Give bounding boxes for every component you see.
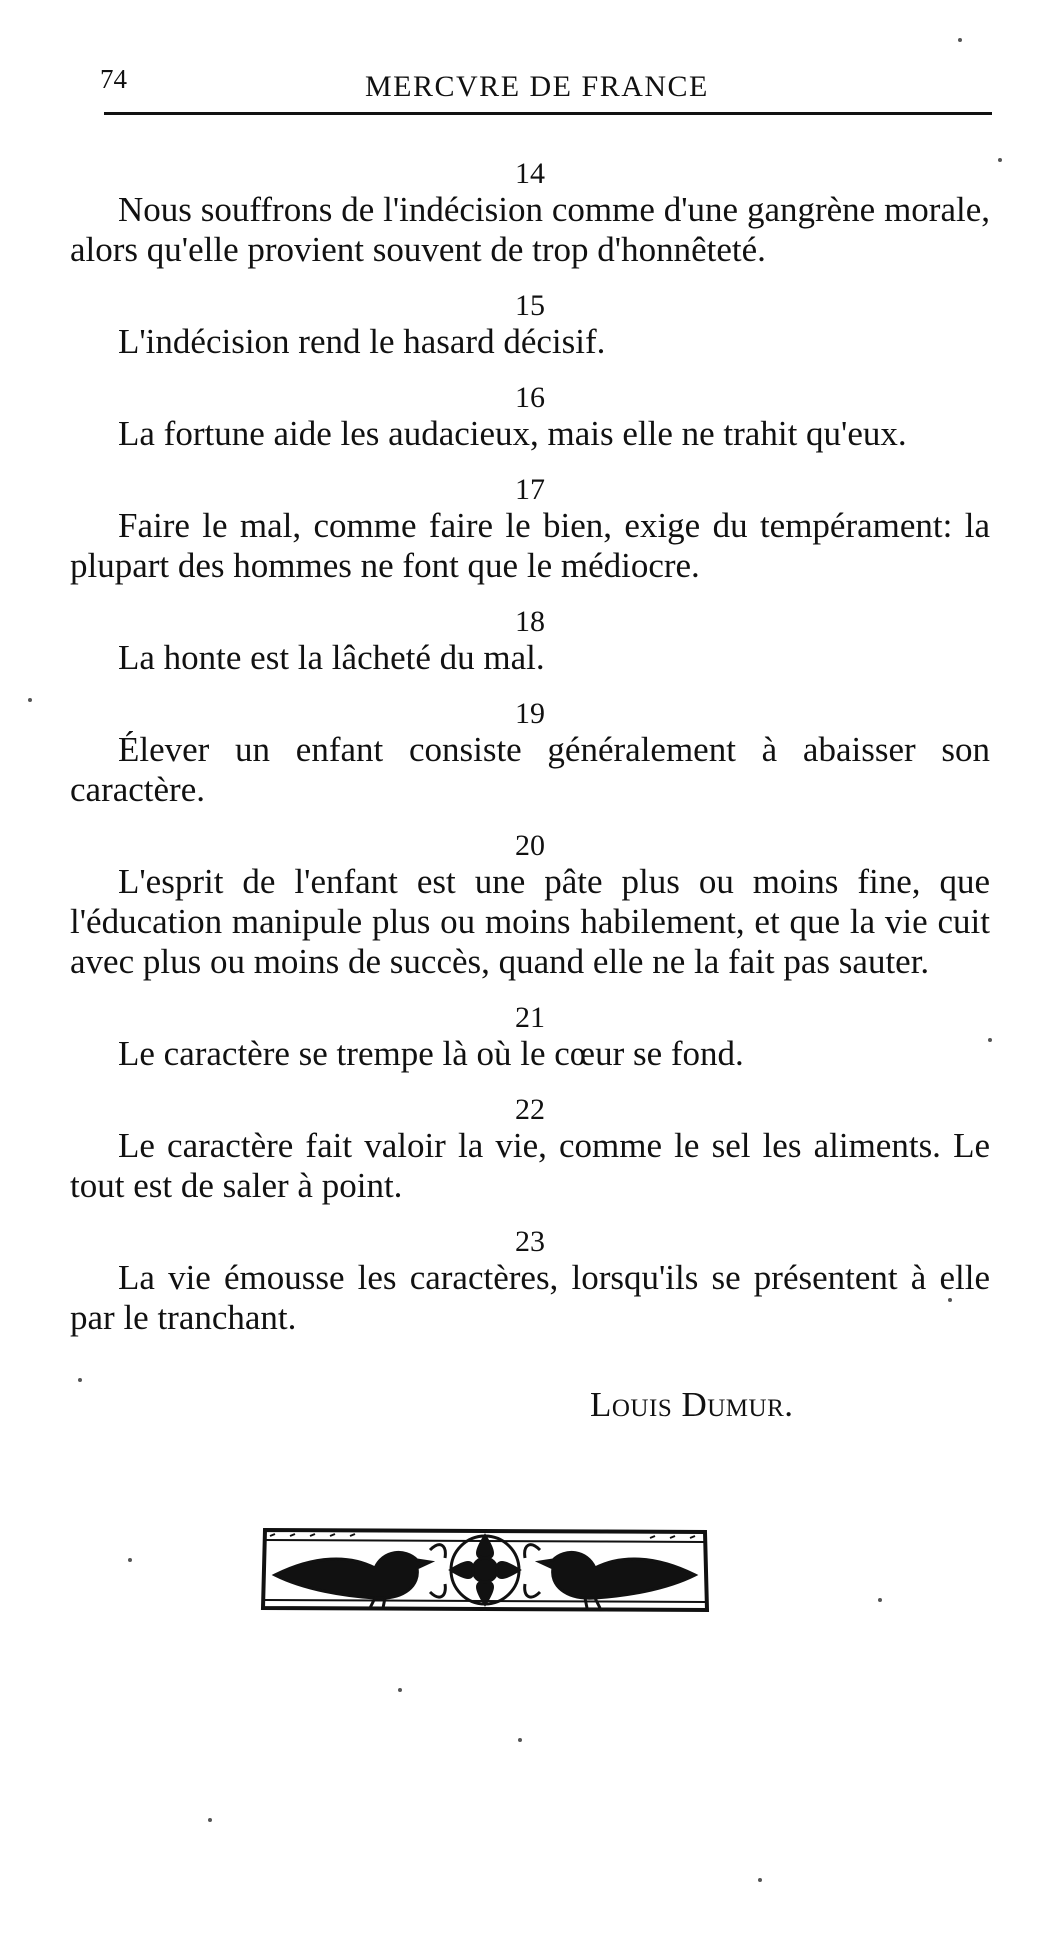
maxim-text: La vie émousse les caractères, lorsqu'ils se présentent à elle par le tranchant. bbox=[70, 1258, 990, 1337]
author-signature: Louis Dumur. bbox=[590, 1385, 794, 1424]
maxim-text: La honte est la lâcheté du mal. bbox=[118, 638, 545, 677]
maxim-number: 18 bbox=[515, 605, 545, 638]
maxim-text: Le caractère fait valoir la vie, comme le sel les aliments. Le tout est de saler à point. bbox=[70, 1126, 990, 1205]
maxim-number: 20 bbox=[515, 829, 545, 862]
maxim-number: 17 bbox=[515, 473, 545, 506]
maxim-text: Faire le mal, comme faire le bien, exige du tempérament: la plupart des hommes ne font que le médiocre. bbox=[70, 506, 990, 585]
maxim-number: 23 bbox=[515, 1225, 545, 1258]
maxim-text: Élever un enfant consiste généralement à abaisser son caractère. bbox=[70, 730, 990, 809]
running-title: MERCVRE DE FRANCE bbox=[365, 70, 709, 103]
maxim-number: 14 bbox=[515, 157, 545, 190]
maxim-text: Nous souffrons de l'indécision comme d'une gangrène morale, alors qu'elle provient souvent de trop d'honnêteté. bbox=[70, 190, 990, 269]
maxim-text: L'esprit de l'enfant est une pâte plus ou moins fine, que l'éducation manipule plus ou moins habilement, et que la vie cuit avec plus ou moins de succès, quand elle ne la fait pas sauter. bbox=[70, 862, 990, 981]
maxim-number: 15 bbox=[515, 289, 545, 322]
maxim-number: 21 bbox=[515, 1001, 545, 1034]
maxim-text: Le caractère se trempe là où le cœur se fond. bbox=[118, 1034, 744, 1073]
maxim-text: La fortune aide les audacieux, mais elle ne trahit qu'eux. bbox=[118, 414, 907, 453]
maxim-number: 19 bbox=[515, 697, 545, 730]
maxim-number: 16 bbox=[515, 381, 545, 414]
maxim-number: 22 bbox=[515, 1093, 545, 1126]
page-number: 74 bbox=[100, 64, 127, 94]
maxim-text: L'indécision rend le hasard décisif. bbox=[118, 322, 606, 361]
